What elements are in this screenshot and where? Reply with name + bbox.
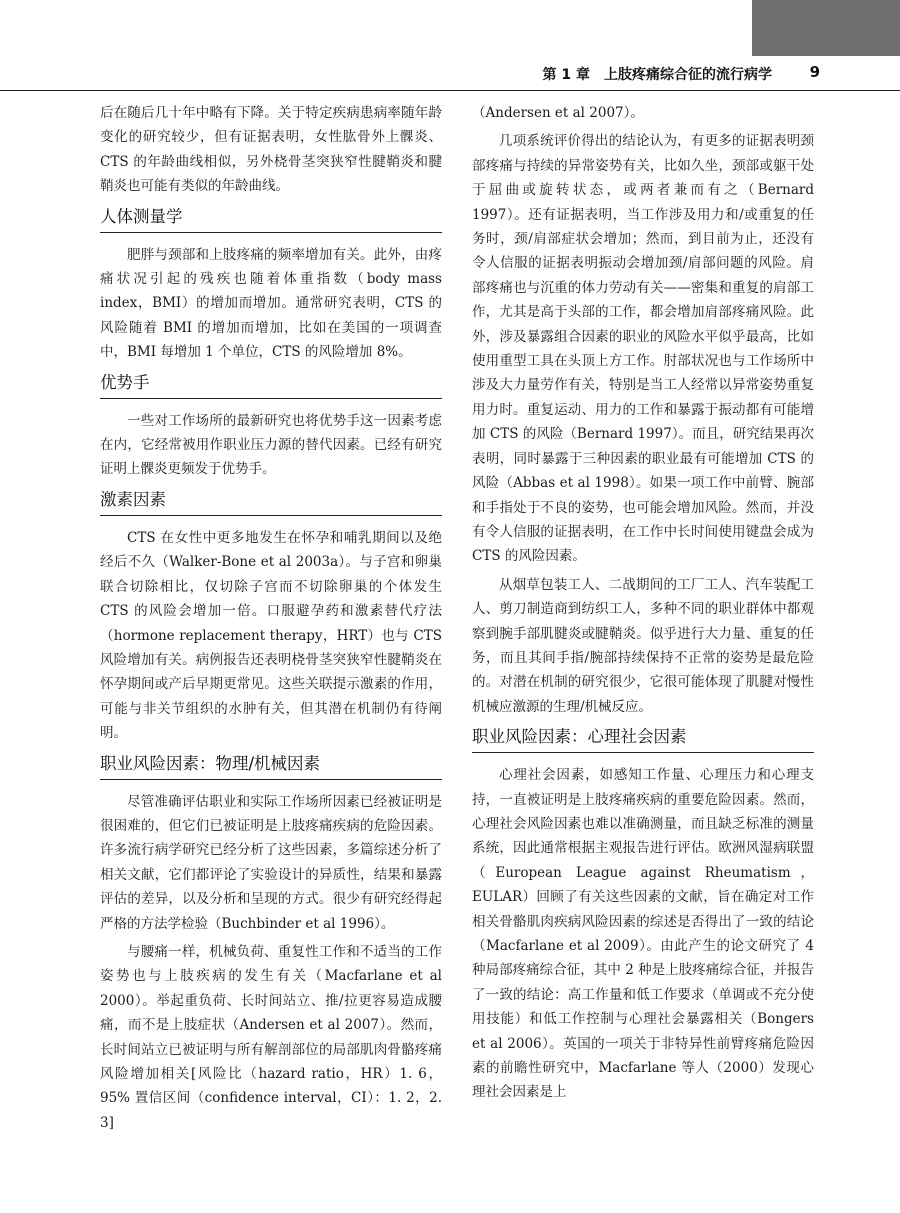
section-heading-anthropometry: 人体测量学 bbox=[100, 205, 442, 233]
section-heading-physical-factors: 职业风险因素：物理/机械因素 bbox=[100, 752, 442, 780]
corner-tab bbox=[752, 0, 900, 56]
paragraph: 一些对工作场所的最新研究也将优势手这一因素考虑在内，它经常被用作职业压力源的替代因素。已经有研究证明上髁炎更频发于优势手。 bbox=[100, 412, 442, 478]
paragraph: 心理社会因素，如感知工作量、心理压力和心理支持，一直被证明是上肢疼痛疾病的重要危险因素。然而，心理社会风险因素也难以准确测量，而且缺乏标准的测量系统，因此通常根据主观报告进行评估。欧洲风湿病联盟（European League against Rheumatism，EULAR）回顾了有关这些因素的文献，旨在确定对工作相关骨骼肌肉疾病风险因素的综述是否得出了一致的结论（Macfarlane et al 2009）。由此产生的论文研究了 4 种局部疼痛综合征，其中 2 种是上肢疼痛综合征，并报告了一致的结论：高工作量和低工作要求（单调或不充分使用技能）和低工作控制与心理社会暴露相关（Bongers et al 2006）。英国的一项关于非特异性前臂疼痛危险因素的前瞻性研究中，Macfarlane 等人（2000）发现心理社会因素是上 bbox=[472, 767, 814, 1101]
paragraph: 与腰痛一样，机械负荷、重复性工作和不适当的工作姿势也与上肢疾病的发生有关（Macfarlane et al 2000）。举起重负荷、长时间站立、推/拉更容易造成腰痛，而不是上肢症状（Andersen et al 2007）。然而，长时间站立已被证明与所有解剖部位的局部肌肉骨骼疼痛风险增加相关[风险比（hazard ratio，HR）1. 6，95% 置信区间（confidence interval，CI）：1. 2，2. 3] bbox=[100, 943, 442, 1131]
section-heading-dominant-hand: 优势手 bbox=[100, 371, 442, 399]
paragraph: （Andersen et al 2007）。 bbox=[472, 105, 644, 121]
chapter-title: 第 1 章 上肢疼痛综合征的流行病学 bbox=[542, 67, 772, 83]
paragraph: CTS 在女性中更多地发生在怀孕和哺乳期间以及绝经后不久（Walker-Bone et al 2003a）。与子宫和卵巢联合切除相比，仅切除子宫而不切除卵巢的个体发生 CTS 的风险会增加一倍。口服避孕药和激素替代疗法（hormone replacement therapy，HRT）也与 CTS 风险增加有关。病例报告还表明桡骨茎突狭窄性腱鞘炎在怀孕期间或产后早期更常见。这些关联提示激素的作用，可能与非关节组织的水肿有关，但其潜在机制仍有待阐明。 bbox=[100, 529, 442, 742]
paragraph: 后在随后几十年中略有下降。关于特定疾病患病率随年龄变化的研究较少，但有证据表明，女性肱骨外上髁炎、CTS 的年龄曲线相似，另外桡骨茎突狭窄性腱鞘炎和腱鞘炎也可能有类似的年龄曲线。 bbox=[100, 105, 442, 195]
paragraph: 从烟草包装工人、二战期间的工厂工人、汽车装配工人、剪刀制造商到纺织工人，多种不同的职业群体中都观察到腕手部肌腱炎或腱鞘炎。似乎进行大力量、重复的任务，而且其间手指/腕部持续保持不正常的姿势是最危险的。对潜在机制的研究很少，它很可能体现了肌腱对慢性机械应激源的生理/机械反应。 bbox=[472, 576, 814, 715]
section-heading-psychosocial-factors: 职业风险因素：心理社会因素 bbox=[472, 725, 814, 753]
section-heading-hormonal: 激素因素 bbox=[100, 488, 442, 516]
left-column bbox=[100, 101, 442, 1139]
right-column bbox=[472, 101, 814, 1109]
paragraph: 几项系统评价得出的结论认为，有更多的证据表明颈部疼痛与持续的异常姿势有关，比如久坐，颈部或躯干处于屈曲或旋转状态，或两者兼而有之（Bernard 1997）。还有证据表明，当工作涉及用力和/或重复的任务时，颈/肩部症状会增加；然而，到目前为止，还没有令人信服的证据表明振动会增加颈/肩部问题的风险。肩部疼痛也与沉重的体力劳动有关——密集和重复的肩部工作，尤其是高于头部的工作，都会增加肩部疼痛风险。此外，涉及暴露组合因素的职业的风险水平似乎最高，比如使用重型工具在头顶上方工作。肘部状况也与工作场所中涉及大力量劳作有关，特别是当工人经常以异常姿势重复用力时。重复运动、用力的工作和暴露于振动都有可能增加 CTS 的风险（Bernard 1997）。而且，研究结果再次表明，同时暴露于三种因素的职业最有可能增加 CTS 的风险（Abbas et al 1998）。如果一项工作中前臂、腕部和手指处于不良的姿势，也可能会增加风险。然而，并没有令人信服的证据表明，在工作中长时间使用键盘会成为 CTS 的风险因素。 bbox=[472, 133, 814, 565]
paragraph: 肥胖与颈部和上肢疼痛的频率增加有关。此外，由疼痛状况引起的残疾也随着体重指数（body mass index，BMI）的增加而增加。通常研究表明，CTS 的风险随着 BMI 的增加而增加，比如在美国的一项调查中，BMI 每增加 1 个单位，CTS 的风险增加 8%。 bbox=[100, 246, 442, 361]
paragraph: 尽管准确评估职业和实际工作场所因素已经被证明是很困难的，但它们已被证明是上肢疼痛疾病的危险因素。许多流行病学研究已经分析了这些因素，多篇综述分析了相关文献，它们都评论了实验设计的异质性，结果和暴露评估的差异，以及分析和呈现的方式。很少有研究经得起严格的方法学检验（Buchbinder et al 1996）。 bbox=[100, 793, 442, 932]
page-number: 9 bbox=[809, 63, 820, 81]
running-header bbox=[0, 56, 900, 91]
